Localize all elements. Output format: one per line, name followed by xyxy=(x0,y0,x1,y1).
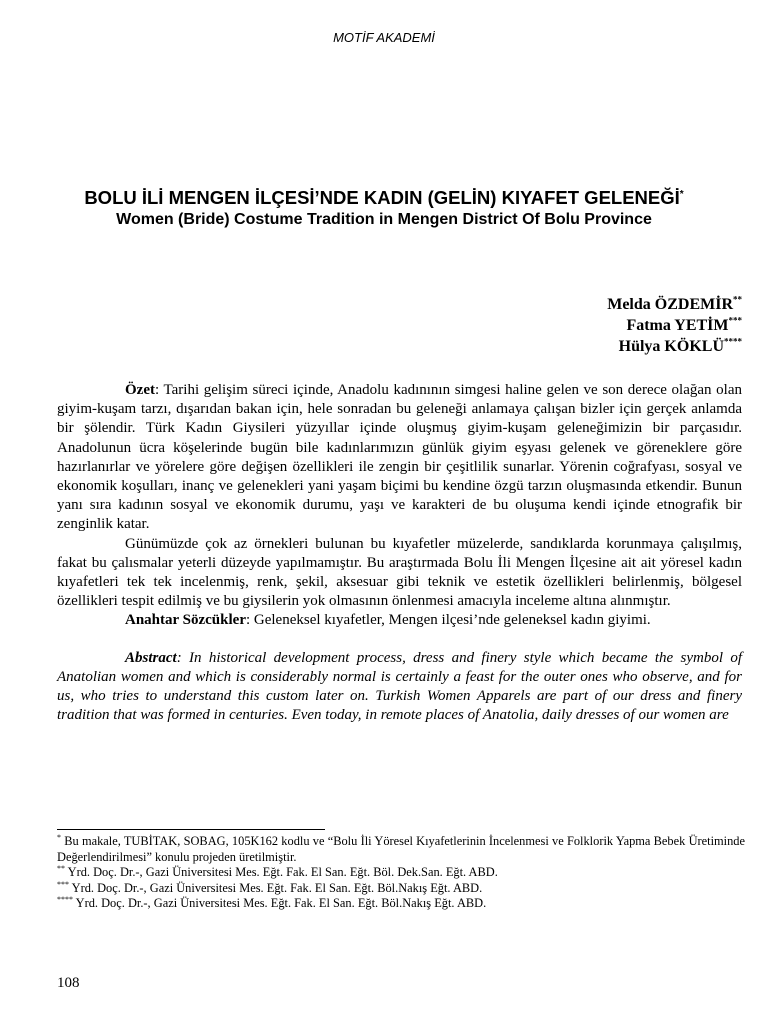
abstract-label: Abstract xyxy=(125,649,177,666)
abstract-text: : In historical development process, dress and finery style which became the symbol of Anatolian women and which is considerably normal is certainly a feast for the outer ones who observe, and for us, who tries to understand this custom later on. Turkish Women Apparels are part of our dress and finery tradition that was formed in centuries. Even today, in remote places of Anatolia, daily dresses of our women are xyxy=(57,649,742,724)
running-header: MOTİF AKADEMİ xyxy=(333,30,435,45)
footnote-mark: **** xyxy=(57,894,73,904)
author xyxy=(607,315,742,336)
article-body xyxy=(57,381,742,725)
footnote-text: Yrd. Doç. Dr.-, Gazi Üniversitesi Mes. Eğt. Fak. El San. Eğt. Böl.Nakış Eğt. ABD. xyxy=(73,896,487,910)
author-footnote-mark: *** xyxy=(728,315,742,326)
author-footnote-mark: ** xyxy=(733,294,742,305)
turkish-title-text: BOLU İLİ MENGEN İLÇESİ’NDE KADIN (GELİN) KIYAFET GELENEĞİ xyxy=(84,187,680,208)
author xyxy=(607,294,742,315)
footnote xyxy=(57,896,745,912)
ozet-label: Özet xyxy=(125,382,155,398)
author-name: Fatma YETİM xyxy=(626,317,729,334)
title-footnote-mark: * xyxy=(679,188,684,200)
footnote-mark: *** xyxy=(57,879,69,889)
author-footnote-mark: **** xyxy=(724,336,742,347)
footnote xyxy=(57,881,745,897)
author-name: Hülya KÖKLÜ xyxy=(618,338,724,355)
footnote-mark: * xyxy=(57,832,61,842)
author-list xyxy=(607,294,742,357)
abstract-paragraph xyxy=(57,649,742,726)
footnote-text: Yrd. Doç. Dr.-, Gazi Üniversitesi Mes. Eğt. Fak. El San. Eğt. Böl.Nakış Eğt. ABD. xyxy=(69,880,483,895)
footnote-mark: ** xyxy=(57,863,65,873)
english-title: Women (Bride) Costume Tradition in Mengen District Of Bolu Province xyxy=(116,211,652,228)
footnote-text: Bu makale, TUBİTAK, SOBAG, 105K162 kodlu ve “Bolu İli Yöresel Kıyafetlerinin İncelenmesi ve Folklorik Yapma Bebek Üretiminde Değerlendirilmesi” konulu projeden üretilmiştir. xyxy=(57,834,745,864)
footnote-divider xyxy=(57,829,325,830)
turkish-title xyxy=(60,187,708,209)
footnotes xyxy=(57,834,745,912)
keywords-label: Anahtar Sözcükler xyxy=(125,612,246,629)
page-number: 108 xyxy=(57,975,80,991)
footnote xyxy=(57,865,745,881)
author xyxy=(607,336,742,357)
ozet-text: : Tarihi gelişim süreci içinde, Anadolu kadınının simgesi haline gelen ve son derece olağan olan giyim-kuşam tarzı, dışarıdan bakan için, hele sonradan bu geleneği anlamaya çalışan bizler için gerçek anlamda bir şölendir. Türk Kadın Giysileri yüzyıllar içinde oluşmuş giyim-kuşam geleneğimizin bir parçasıdır. Anadolunun ücra köşelerinde bugün bile kadınlarımızın günlük giyim eşyası gelenek ve göreneklere göre hazırlanırlar ve yörelere göre değişen özellikleri ile zengin bir çeşitlilik sunarlar. Yörenin coğrafyası, sosyal ve ekonomik koşulları, inanç ve gelenekleri yani yaşam biçimi bu kendine özgü tarzın oluşmasında etkendir. Bunun yanı sıra kadının sosyal ve ekonomik durumu, yaşı ve karakteri de bu oluşuma kendi içinde etnografik bir zenginlik katar. xyxy=(57,382,742,533)
ozet-paragraph-2: Günümüzde çok az örnekleri bulunan bu kıyafetler müzelerde, sandıklarda korunmaya çalışılmış, fakat bu çalısmalar yeterli düzeyde yapılmamıştır. Bu araştırmada Bolu İli Mengen İlçesine ait ait yöresel kadın kıyafetleri tek tek incelenmiş, renk, şekil, aksesuar gibi teknik ve estetik özellikleri belirlenmiş, bölgesel özellikleri tespit edilmiş ve bu giysilerin yok olmasının önlenmesi amacıyla inceleme altına alınmıştır. xyxy=(57,535,742,610)
keywords-text: : Geleneksel kıyafetler, Mengen ilçesi’nde geleneksel kadın giyimi. xyxy=(245,612,651,629)
author-name: Melda ÖZDEMİR xyxy=(607,296,733,313)
keywords-paragraph xyxy=(57,611,742,630)
title-block xyxy=(60,187,708,230)
footnote-text: Yrd. Doç. Dr.-, Gazi Üniversitesi Mes. Eğt. Fak. El San. Eğt. Böl. Dek.San. Eğt. ABD. xyxy=(65,865,498,879)
footnote xyxy=(57,834,745,865)
ozet-paragraph-1 xyxy=(57,381,742,535)
